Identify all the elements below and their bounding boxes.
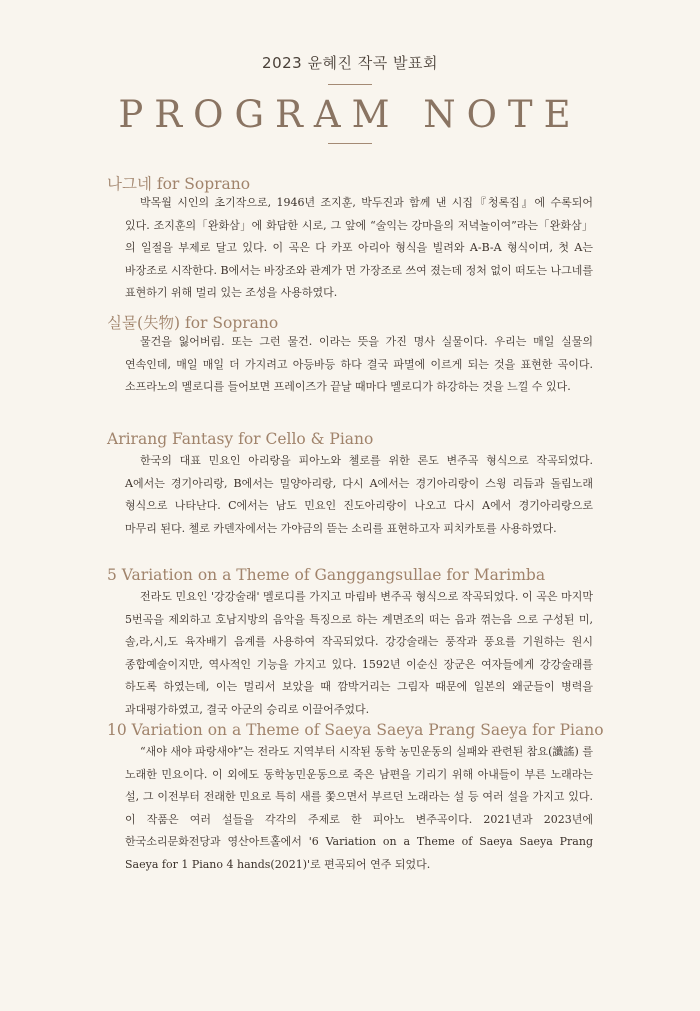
piece-description-saeya: “새야 새야 파랑새야”는 전라도 지역부터 시작된 동학 농민운동의 실패와 관련된 참요(讖謠) 를 노래한 민요이다. 이 외에도 동학농민운동으로 죽은 남편을 기리기 위해 아내들이 부른 노래라는 설, 그 이전부터 전래한 민요로 특히 새를 쫓으면서 부르던 노래라는 설 등 여러 설을 가지고 있다. 이 작품은 여러 설들을 각각의 주제로 한 피아노 변주곡이다. 2021년과 2023년에 한국소리문화전당과 영산아트홀에서 '6 Variation on a Theme of Saeya Saeya Prang Saeya for 1 Piano 4 hands(2021)'로 편곡되어 연주 되었다. bbox=[125, 745, 593, 871]
event-title: 2023 윤혜진 작곡 발표회 bbox=[262, 54, 438, 72]
piece-title-ganggangsullae: 5 Variation on a Theme of Ganggangsullae for Marimba bbox=[107, 566, 546, 584]
title-rule-bottom bbox=[328, 143, 372, 144]
piece-description-nageune: 박목월 시인의 초기작으로, 1946년 조지훈, 박두진과 함께 낸 시집『청록집』에 수록되어 있다. 조지훈의「완화삼」에 화답한 시로, 그 앞에 “술익는 강마을의 저녁놀이여”라는「완화삼」의 일절을 부제로 달고 있다. 이 곡은 다 카포 아리아 형식을 빌려와 A-B-A 형식이며, 첫 A는 바장조로 시작한다. B에서는 바장조와 관계가 먼 가장조로 쓰여 졌는데 정처 없이 떠도는 나그네를 표현하기 위해 멀리 있는 조성을 사용하였다. bbox=[125, 196, 593, 299]
piece-description-ganggangsullae: 전라도 민요인 '강강술래' 멜로디를 가지고 마림바 변주곡 형식으로 작곡되었다. 이 곡은 마지막 5번곡을 제외하고 호남지방의 음악을 특징으로 하는 계면조의 떠는 음과 꺾는음 으로 구성된 미,솔,라,시,도 육자배기 음계를 사용하여 작곡되었다. 강강술래는 풍작과 풍요를 기원하는 원시 종합예술이지만, 역사적인 기능을 가지고 있다. 1592년 이순신 장군은 여자들에게 강강술래를 하도록 하였는데, 이는 멀리서 보았을 때 깜박거리는 그림자 때문에 일본의 왜군들이 병력을 과대평가하였고, 결국 아군의 승리로 이끌어주었다. bbox=[125, 590, 593, 716]
page-title: PROGRAM NOTE bbox=[118, 93, 582, 136]
piece-title-nageune: 나그네 for Soprano bbox=[107, 175, 251, 193]
piece-description-arirang-fantasy: 한국의 대표 민요인 아리랑을 피아노와 첼로를 위한 론도 변주곡 형식으로 작곡되었다. A에서는 경기아리랑, B에서는 밀양아리랑, 다시 A에서는 경기아리랑이 스윙 리듬과 돌림노래 형식으로 나타난다. C에서는 남도 민요인 진도아리랑이 나오고 다시 A에서 경기아리랑으로 마무리 된다. 첼로 카덴자에서는 가야금의 뜯는 소리를 표현하고자 피치카토를 사용하였다. bbox=[125, 454, 593, 535]
piece-description-silmul: 물건을 잃어버림. 또는 그런 물건. 이라는 뜻을 가진 명사 실물이다. 우리는 매일 실물의 연속인데, 매일 매일 더 가지려고 아등바등 하다 결국 파멸에 이르게 되는 것을 표현한 곡이다. 소프라노의 멜로디를 들어보면 프레이즈가 끝날 때마다 멜로디가 하강하는 것을 느낄 수 있다. bbox=[125, 335, 593, 393]
piece-title-saeya: 10 Variation on a Theme of Saeya Saeya Prang Saeya for Piano bbox=[107, 721, 604, 739]
title-rule-top bbox=[328, 84, 372, 85]
piece-title-silmul: 실물(失物) for Soprano bbox=[107, 314, 279, 332]
piece-title-arirang-fantasy: Arirang Fantasy for Cello & Piano bbox=[107, 430, 374, 448]
